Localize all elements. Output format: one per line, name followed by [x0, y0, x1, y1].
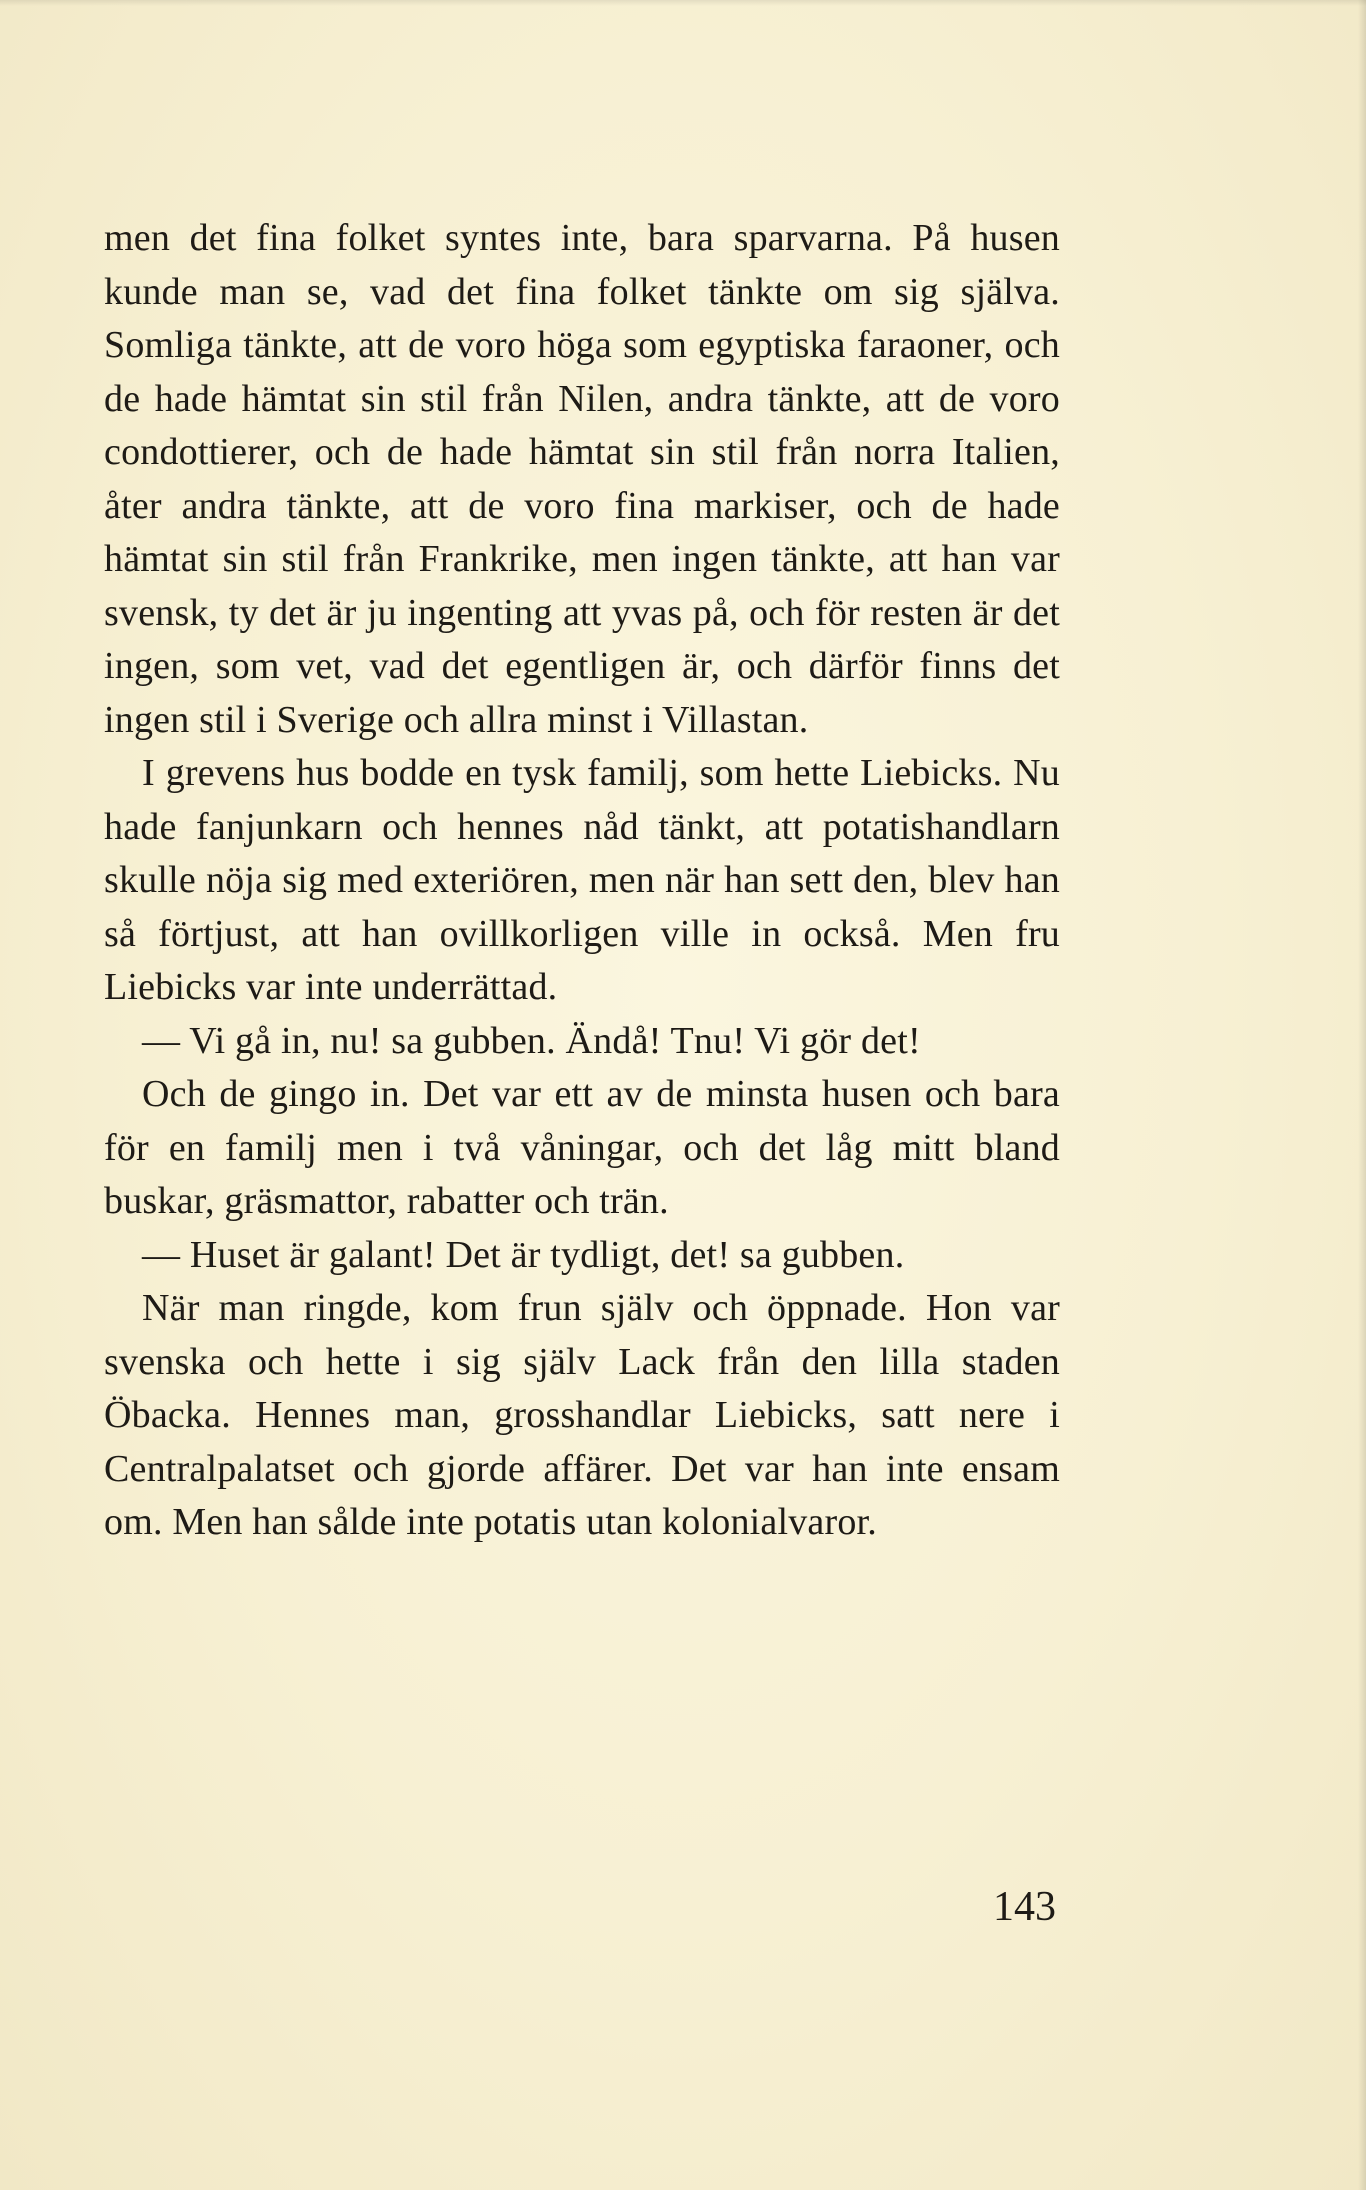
- paragraph-5: — Huset är galant! Det är tydligt, det! sa gubben.: [142, 1233, 905, 1276]
- paragraph-4: Och de gingo in. Det var ett av de minsta husen och bara för en familj men i två våningar, och det låg mitt bland buskar, gräsmattor, rabatter och trän.: [104, 1073, 1060, 1222]
- paragraph-3: — Vi gå in, nu! sa gubben. Ändå! Tnu! Vi gör det!: [142, 1019, 921, 1062]
- paragraph-2: I grevens hus bodde en tysk familj, som hette Liebicks. Nu hade fanjunkarn och hennes nåd tänkt, att potatishandlarn skulle nöja sig med exteriören, men när han sett den, blev han så förtjust, att han ovillkorligen ville in också. Men fru Liebicks var inte underrättad.: [104, 752, 1060, 1008]
- paragraph-6: När man ringde, kom frun själv och öppnade. Hon var svenska och hette i sig själv Lack från den lilla staden Öbacka. Hennes man, grosshandlar Liebicks, satt nere i Centralpalatset och gjorde affärer. Det var han inte ensam om. Men han sålde inte potatis utan kolonialvaror.: [104, 1287, 1060, 1543]
- page-number: 143: [993, 1884, 1056, 1930]
- body-text: [104, 212, 1060, 1550]
- paragraph-1: men det fina folket syntes inte, bara sparvarna. På husen kunde man se, vad det fina folket tänkte om sig själva. Somliga tänkte, att de voro höga som egyptiska faraoner, och de hade hämtat sin stil från Nilen, andra tänkte, att de voro condottierer, och de hade hämtat sin stil från norra Italien, åter andra tänkte, att de voro fina markiser, och de hade hämtat sin stil från Frankrike, men ingen tänkte, att han var svensk, ty det är ju ingenting att yvas på, och för resten är det ingen, som vet, vad det egentligen är, och därför finns det ingen stil i Sverige och allra minst i Villastan.: [104, 217, 1060, 741]
